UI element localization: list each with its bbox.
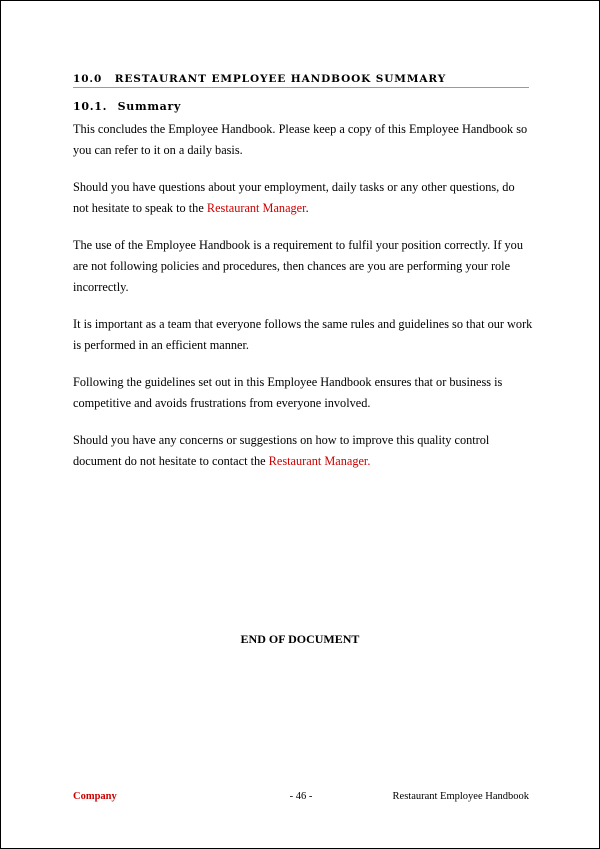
footer-page-number: - 46 -	[289, 791, 313, 802]
end-of-document: END OF DOCUMENT	[240, 632, 360, 646]
paragraph-1: This concludes the Employee Handbook. Please keep a copy of this Employee Handbook so you can refer to it on a daily basis.	[73, 122, 528, 157]
section-title: RESTAURANT EMPLOYEE HANDBOOK SUMMARY	[114, 73, 447, 85]
paragraph-4: It is important as a team that everyone follows the same rules and guidelines so that our work is performed in an efficient manner.	[73, 317, 533, 352]
footer-company: Company	[73, 791, 117, 802]
paragraph-2-end: .	[305, 201, 309, 215]
restaurant-manager-link-2[interactable]: Restaurant Manager.	[268, 454, 371, 468]
section-number: 10.0	[73, 73, 103, 85]
subsection-number: 10.1.	[73, 100, 108, 113]
paragraph-3: The use of the Employee Handbook is a requirement to fulfil your position correctly. If you are not following policies and procedures, then chances are you are performing your role incorrectly.	[73, 238, 523, 294]
footer-document-title: Restaurant Employee Handbook	[392, 791, 529, 802]
paragraph-5: Following the guidelines set out in this Employee Handbook ensures that or business is competitive and avoids frustrations from everyone involved.	[73, 375, 503, 410]
section-heading	[73, 73, 529, 88]
paragraph-6-text: Should you have any concerns or suggestions on how to improve this quality control document do not hesitate to contact the	[73, 433, 490, 468]
paragraph-2	[73, 177, 533, 219]
paragraph-2-text: Should you have questions about your employment, daily tasks or any other questions, do not hesitate to speak to the	[73, 180, 515, 215]
body-text	[73, 119, 533, 488]
paragraph-6	[73, 430, 533, 472]
subsection-title: Summary	[117, 100, 182, 113]
subsection-heading	[73, 100, 181, 113]
restaurant-manager-link[interactable]: Restaurant Manager	[206, 201, 306, 215]
